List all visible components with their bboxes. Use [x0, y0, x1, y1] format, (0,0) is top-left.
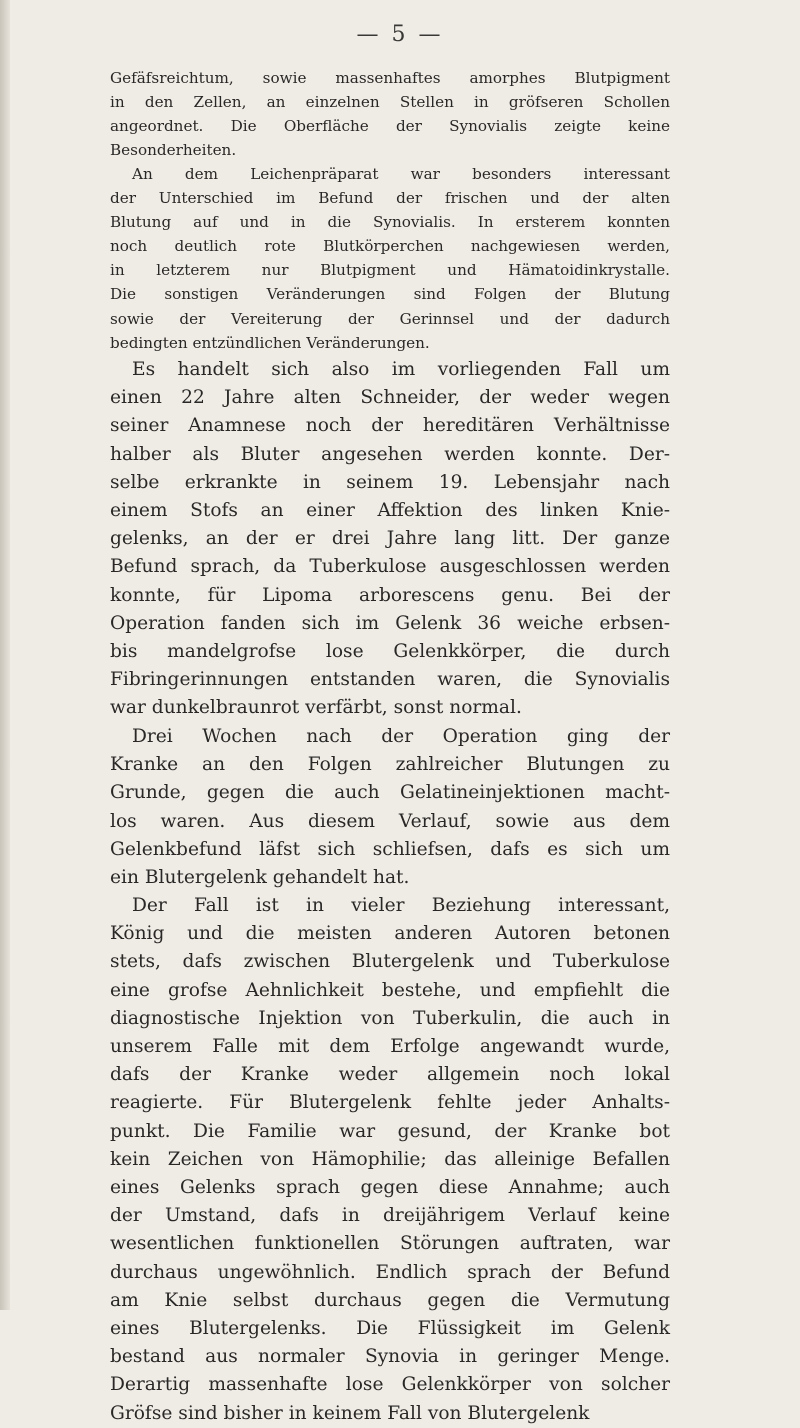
text-line: Grunde, gegen die auch Gelatineinjektionen macht-	[110, 782, 670, 804]
paragraph-1	[110, 66, 670, 162]
text-line: Gelenkbefund läfst sich schliefsen, dafs es sich um	[110, 838, 670, 860]
text-line: Gröfse sind bisher in keinem Fall von Blutergelenk	[110, 1402, 590, 1424]
text-line: in letzterem nur Blutpigment und Hämatoidinkrystalle.	[110, 261, 670, 280]
paragraph-2	[110, 162, 670, 355]
text-line: konnte, für Lipoma arborescens genu. Bei der	[110, 584, 670, 606]
text-line: einem Stofs an einer Affektion des linken Knie-	[110, 500, 670, 522]
text-line: Die sonstigen Veränderungen sind Folgen der Blutung	[110, 285, 670, 304]
text-line: seiner Anamnese noch der hereditären Verhältnisse	[110, 415, 670, 437]
text-line: stets, dafs zwischen Blutergelenk und Tuberkulose	[110, 951, 670, 973]
text-line: dafs der Kranke weder allgemein noch lokal	[110, 1064, 670, 1086]
text-line: ein Blutergelenk gehandelt hat.	[110, 867, 410, 889]
text-line: wesentlichen funktionellen Störungen auftraten, war	[110, 1233, 670, 1255]
text-line: reagierte. Für Blutergelenk fehlte jeder Anhalts-	[110, 1092, 670, 1114]
text-line: kein Zeichen von Hämophilie; das alleinige Befallen	[110, 1148, 670, 1170]
text-line: der Unterschied im Befund der frischen und der alten	[110, 189, 670, 208]
text-line: noch deutlich rote Blutkörperchen nachgewiesen werden,	[110, 237, 670, 256]
text-line: Drei Wochen nach der Operation ging der	[132, 726, 670, 747]
paragraph-4	[110, 723, 670, 892]
text-line: Kranke an den Folgen zahlreicher Blutungen zu	[110, 754, 670, 776]
paragraph-3	[110, 356, 670, 723]
text-line: Es handelt sich also im vorliegenden Fall um	[132, 359, 670, 380]
text-line: bestand aus normaler Synovia in geringer Menge.	[110, 1346, 670, 1368]
text-line: unserem Falle mit dem Erfolge angewandt wurde,	[110, 1036, 670, 1058]
text-line: war dunkelbraunrot verfärbt, sonst normal.	[110, 697, 522, 719]
text-line: An dem Leichenpräparat war besonders interessant	[132, 165, 670, 183]
text-line: angeordnet. Die Oberfläche der Synovialis zeigte keine	[110, 117, 670, 136]
text-line: Besonderheiten.	[110, 141, 237, 160]
text-line: Gefäfsreichtum, sowie massenhaftes amorphes Blutpigment	[110, 69, 670, 87]
text-line: Der Fall ist in vieler Beziehung interessant,	[132, 895, 670, 916]
text-line: Derartig massenhafte lose Gelenkkörper von solcher	[110, 1374, 670, 1396]
text-line: einen 22 Jahre alten Schneider, der weder wegen	[110, 387, 670, 409]
scan-edge	[0, 0, 10, 1310]
text-line: bedingten entzündlichen Veränderungen.	[110, 333, 430, 352]
text-line: eine grofse Aehnlichkeit bestehe, und empfiehlt die	[110, 979, 670, 1001]
text-line: Fibringerinnungen entstanden waren, die Synovialis	[110, 669, 670, 691]
text-line: gelenks, an der er drei Jahre lang litt. Der ganze	[110, 528, 670, 550]
paragraph-5	[110, 892, 670, 1428]
text-line: in den Zellen, an einzelnen Stellen in gröfseren Schollen	[110, 93, 670, 112]
text-line: Blutung auf und in die Synovialis. In ersterem konnten	[110, 213, 670, 232]
text-line: König und die meisten anderen Autoren betonen	[110, 923, 670, 945]
text-line: punkt. Die Familie war gesund, der Kranke bot	[110, 1120, 670, 1142]
text-line: los waren. Aus diesem Verlauf, sowie aus dem	[110, 810, 670, 832]
text-line: Befund sprach, da Tuberkulose ausgeschlossen werden	[110, 556, 670, 578]
text-line: halber als Bluter angesehen werden konnte. Der-	[110, 443, 670, 465]
text-line: am Knie selbst durchaus gegen die Vermutung	[110, 1289, 670, 1311]
text-line: diagnostische Injektion von Tuberkulin, die auch in	[110, 1007, 670, 1029]
text-line: selbe erkrankte in seinem 19. Lebensjahr nach	[110, 471, 670, 493]
text-line: durchaus ungewöhnlich. Endlich sprach der Befund	[110, 1261, 670, 1283]
text-line: sowie der Vereiterung der Gerinnsel und der dadurch	[110, 309, 670, 328]
text-line: eines Gelenks sprach gegen diese Annahme; auch	[110, 1177, 670, 1199]
text-line: bis mandelgrofse lose Gelenkkörper, die durch	[110, 641, 670, 663]
text-line: der Umstand, dafs in dreijährigem Verlauf keine	[110, 1205, 670, 1227]
text-line: Operation fanden sich im Gelenk 36 weiche erbsen-	[110, 612, 670, 634]
text-line: eines Blutergelenks. Die Flüssigkeit im Gelenk	[110, 1318, 670, 1340]
page-number: — 5 —	[356, 22, 444, 47]
